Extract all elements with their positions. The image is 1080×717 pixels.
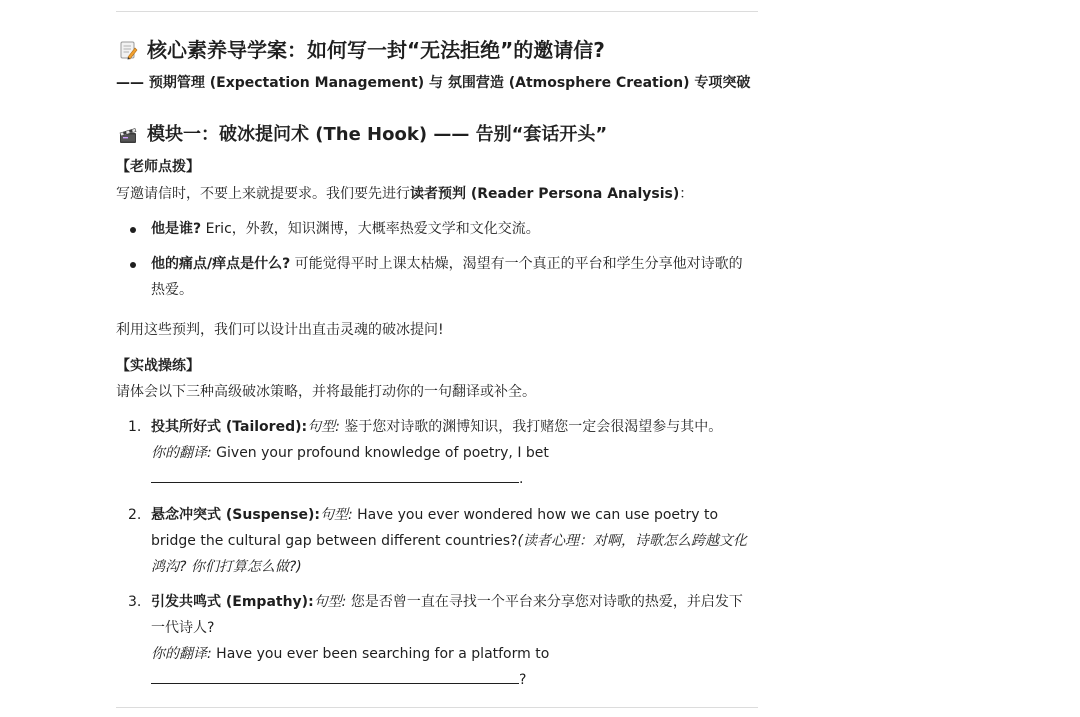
strategy-label: 引发共鸣式 (Empathy): xyxy=(151,594,314,610)
module-title xyxy=(118,121,607,149)
pattern-label: 句型: xyxy=(319,507,353,523)
practice-item-1 xyxy=(151,414,756,492)
reader-psychology-note: (读者心理：对啊，诗歌怎么跨越文化鸿沟? 你们打算怎么做?) xyxy=(151,533,747,575)
teacher-tip-intro-suffix: ： xyxy=(679,186,694,202)
clapper-board-icon xyxy=(118,125,138,145)
reader-persona-term: 读者预判 (Reader Persona Analysis) xyxy=(410,186,680,202)
memo-icon xyxy=(118,40,138,60)
fill-in-blank[interactable] xyxy=(151,468,519,483)
translation-label: 你的翻译: xyxy=(151,646,212,662)
translation-text: Given your profound knowledge of poetry, I bet xyxy=(211,445,549,461)
teacher-tip-intro xyxy=(116,184,693,204)
list-item-label: 他是谁? xyxy=(151,221,202,237)
module-title-text: 模块一：破冰提问术 (The Hook) —— 告别“套话开头” xyxy=(147,124,608,145)
pattern-text: 鉴于您对诗歌的渊博知识，我打赌您一定会很渴望参与其中。 xyxy=(339,419,723,435)
page-title xyxy=(118,36,605,64)
bullet-dot xyxy=(130,227,136,233)
blank-ending: . xyxy=(519,471,524,487)
practice-intro: 请体会以下三种高级破冰策略，并将最能打动你的一句翻译或补全。 xyxy=(116,384,536,400)
list-item-label: 他的痛点/痒点是什么? xyxy=(151,256,291,272)
list-number: 1. xyxy=(128,419,142,435)
practice-heading: 【实战操练】 xyxy=(116,358,200,374)
practice-item-2 xyxy=(151,502,756,580)
page-subtitle: —— 预期管理 (Expectation Management) 与 氛围营造 (Atmosphere Creation) 专项突破 xyxy=(116,75,751,91)
pattern-text: Have you ever wondered how we can use poetry to bridge the cultural gap between different countries? xyxy=(151,507,719,549)
pattern-label: 句型: xyxy=(313,594,347,610)
translation-label: 你的翻译: xyxy=(151,445,212,461)
bottom-divider xyxy=(116,707,758,708)
list-number: 2. xyxy=(128,507,142,523)
page-title-text: 核心素养导学案：如何写一封“无法拒绝”的邀请信? xyxy=(147,38,605,62)
list-item-text: Eric，外教，知识渊博，大概率热爱文学和文化交流。 xyxy=(201,221,540,237)
strategy-label: 悬念冲突式 (Suspense): xyxy=(151,507,320,523)
list-item xyxy=(151,251,756,303)
list-item-text: 可能觉得平时上课太枯燥，渴望有一个真正的平台和学生分享他对诗歌的热爱。 xyxy=(151,256,743,298)
pattern-label: 句型: xyxy=(307,419,340,435)
practice-item-3 xyxy=(151,589,756,693)
top-divider xyxy=(116,11,758,12)
teacher-tip-conclusion: 利用这些预判，我们可以设计出直击灵魂的破冰提问! xyxy=(116,322,444,338)
blank-ending: ? xyxy=(519,672,527,688)
list-item xyxy=(151,216,756,242)
fill-in-blank[interactable] xyxy=(151,669,519,684)
pattern-text: 您是否曾一直在寻找一个平台来分享您对诗歌的热爱，并启发下一代诗人? xyxy=(151,594,743,636)
bullet-dot xyxy=(130,262,136,268)
strategy-label: 投其所好式 (Tailored): xyxy=(151,419,308,435)
teacher-tip-intro-text: 写邀请信时，不要上来就提要求。我们要先进行 xyxy=(116,186,410,202)
list-number: 3. xyxy=(128,594,142,610)
teacher-tip-heading: 【老师点拨】 xyxy=(116,159,200,175)
translation-text: Have you ever been searching for a platform to xyxy=(211,646,550,662)
